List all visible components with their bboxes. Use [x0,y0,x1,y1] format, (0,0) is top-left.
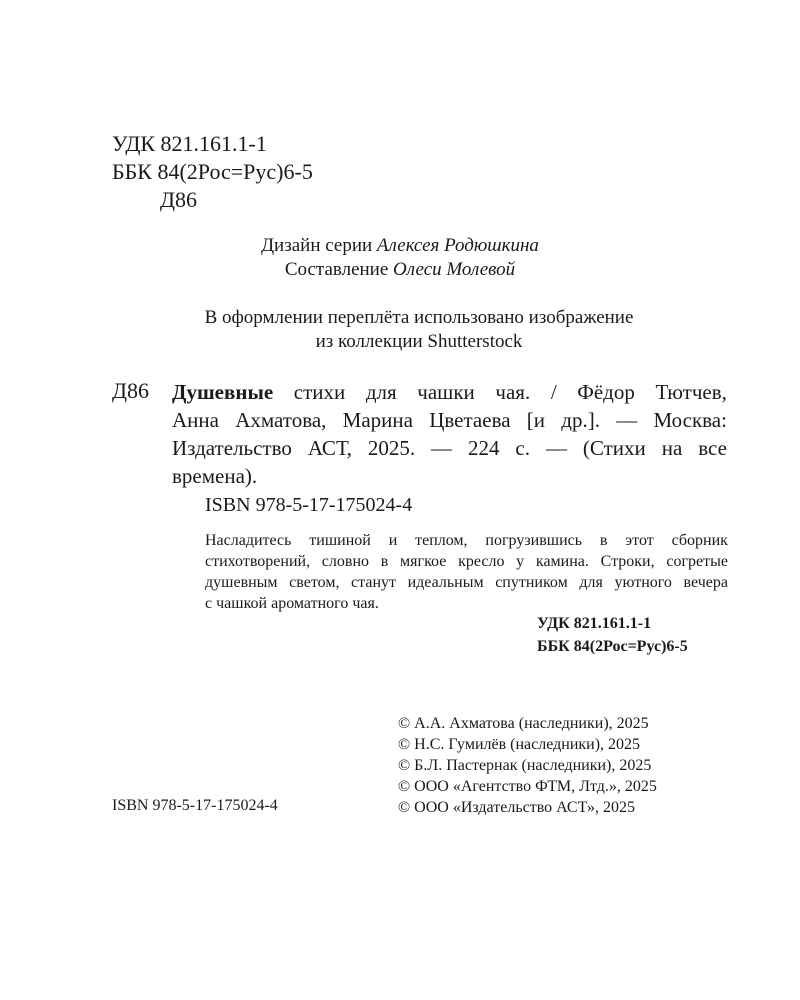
entry-line-2 [172,406,727,434]
entry-line-4: времена). [172,464,258,488]
annotation-word: погрузившись [485,532,583,549]
book-title-bold: Душевные [172,380,274,404]
entry-word: [и [526,408,546,432]
annotation-word: вечера [683,574,728,591]
annotation-word: у [516,553,525,570]
entry-word: стихи [293,380,346,404]
annotation-word: теплом, [415,532,468,549]
series-design-credit [0,234,800,258]
entry-word: Цветаева [429,408,511,432]
bbk-code-top: ББК 84(2Рос=Рус)6-5 [112,159,313,184]
annotation-word: сборник [671,532,728,549]
annotation-line-1 [205,530,728,551]
isbn-entry: ISBN 978-5-17-175024-4 [205,494,413,516]
annotation-word: уютного [614,574,672,591]
bibliographic-entry [172,378,727,490]
annotation-word: камина. [535,553,589,570]
entry-word: чашки [417,380,475,404]
annotation-line-2 [205,551,728,572]
annotation-word: спутником [495,574,568,591]
entry-word: Марина [342,408,413,432]
annotation-word: станут [351,574,396,591]
entry-word: с. [515,436,530,460]
entry-word: / [550,380,557,404]
entry-word: — [431,436,453,460]
entry-line-1 [172,378,727,406]
entry-word: Ахматова, [235,408,327,432]
entry-word: АСТ, [307,436,352,460]
entry-word: (Стихи [582,436,646,460]
compiler-name: Олеси Молевой [393,259,516,280]
annotation-word: стихотворений, [205,553,311,570]
entry-line-3 [172,434,727,462]
annotation-word: Строки, [600,553,655,570]
entry-word: Издательство [172,436,292,460]
copyright-line: © А.А. Ахматова (наследники), 2025 [398,715,649,732]
compiler-credit [0,258,800,282]
entry-word: все [698,436,727,460]
cover-image-note-line1: В оформлении переплёта использовано изображение [204,307,634,328]
copyright-line: © ООО «Агентство ФТМ, Лтд.», 2025 [398,778,657,795]
entry-word: Тютчев, [655,380,727,404]
entry-word: — [545,436,567,460]
entry-word: Анна [172,408,219,432]
annotation-word: мягкое [400,553,447,570]
series-design-prefix: Дизайн серии [261,235,373,256]
annotation-word: идеальным [407,574,484,591]
entry-word: Фёдор [577,380,635,404]
annotation-word: тишиной [309,532,371,549]
copyright-list [398,713,657,818]
udk-code-bottom: УДК 821.161.1-1 [537,615,652,632]
annotation-word: словно [321,553,369,570]
entry-author-mark: Д86 [112,378,150,403]
udk-code-top: УДК 821.161.1-1 [112,131,267,156]
entry-word: Москва: [653,408,727,432]
annotation-word: душевным [205,574,278,591]
series-designer-name: Алексея Родюшкина [376,235,539,256]
annotation-word: согретые [666,553,728,570]
copyright-line: © Б.Л. Пастернак (наследники), 2025 [398,757,652,774]
entry-word: — [616,408,638,432]
entry-word: чая. [495,380,531,404]
entry-word: на [661,436,683,460]
annotation-word: светом, [289,574,340,591]
annotation-text [205,530,728,614]
cover-image-note-line2: из коллекции Shutterstock [315,331,523,352]
annotation-word: для [579,574,603,591]
copyright-line: © Н.С. Гумилёв (наследники), 2025 [398,736,641,753]
bbk-code-bottom: ББК 84(2Рос=Рус)6-5 [537,638,688,655]
entry-word: 2025. [367,436,416,460]
annotation-word: в [599,532,608,549]
entry-word: для [365,380,397,404]
entry-word: др.]. [561,408,600,432]
annotation-word: Насладитесь [205,532,292,549]
entry-word: 224 [467,436,500,460]
isbn-bottom: ISBN 978-5-17-175024-4 [112,797,278,814]
annotation-word: этот [625,532,654,549]
author-mark-top: Д86 [160,187,198,212]
annotation-word: кресло [458,553,505,570]
annotation-line-4: с чашкой ароматного чая. [205,595,379,612]
copyright-line: © ООО «Издательство АСТ», 2025 [398,799,635,816]
annotation-word: в [380,553,389,570]
annotation-word: и [388,532,398,549]
annotation-line-3 [205,572,728,593]
compiler-prefix: Составление [284,259,389,280]
